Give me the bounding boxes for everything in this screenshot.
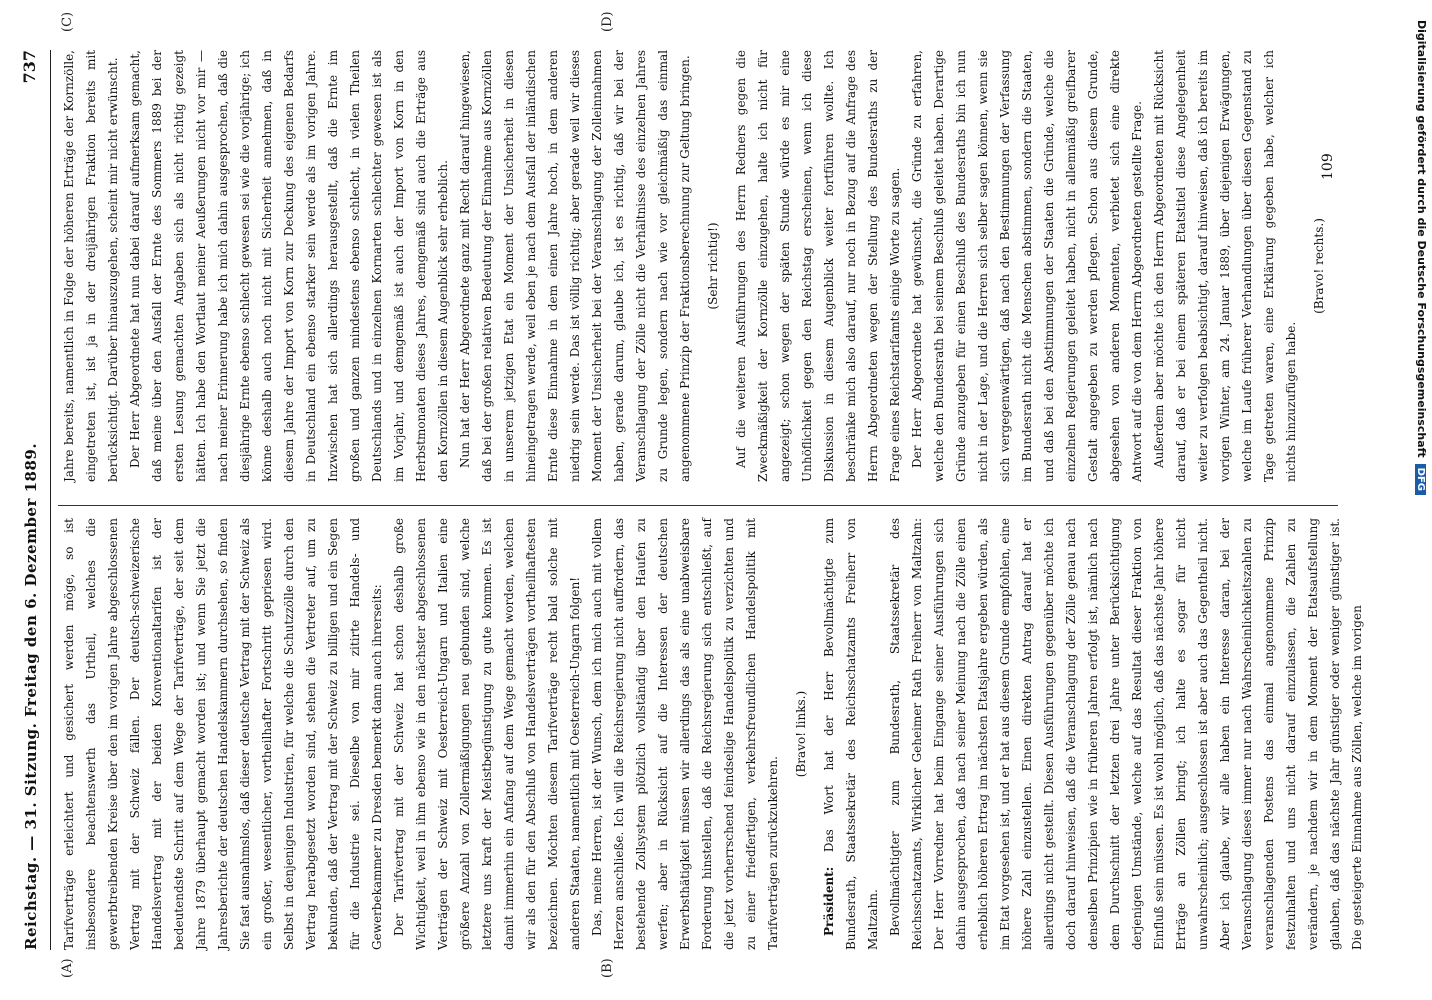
right-column [58, 50, 1348, 482]
paragraph-text: Das Wort hat der Herr Bevollmächtigte zum Bundesrath, Staatssekretär des Reichsschatzamts Freiherr von Maltzahn. [822, 518, 880, 950]
speaker-label: Präsident: [822, 866, 836, 936]
applause-note: (Bravo! links.) [794, 690, 808, 778]
dfg-sidebar [1404, 20, 1428, 980]
running-header [18, 50, 48, 950]
paragraph: Tarifverträge erleichtert und gesichert werden möge, so ist insbesondere beachtenswerth das Urtheil, welches die gewerbtreibenden Kreise über den im vorigen Jahre abgeschlossenen Vertrag mit der Schweiz fällen. Der deutsch-schweizerische Handelsvertrag mit der beiden Konventionaltarifen ist der bedeutendste Schritt auf dem Wege der Tarifverträge, der seit dem Jahre 1879 überhaupt gemacht worden ist; und wenn Sie jetzt die Jahresberichte der deutschen Handelskammern durchsehen, so finden Sie fast ausnahmslos, daß dieser deutsche Vertrag mit der Schweiz als ein großer, wesentlicher, vortheilhafter Fortschritt gepriesen wird. Selbst in denjenigen Industrien, für welche die Schutzzölle durch den Vertrag herabgesetzt worden sind, stehen die Vertreter auf, um zu bekunden, daß der Vertrag mit der Schweiz zu billigen und ein Segen für die Industrie sei. Dieselbe von mir zitirte Handels- und Gewerbekammer zu Dresden bemerkt dann auch ihrerseits: [62, 518, 384, 950]
paragraph [818, 518, 884, 950]
paragraph: Das, meine Herren, ist der Wunsch, dem ich mich auch mit vollem Herzen anschließe. Ich will die Reichsregierung nicht auffordern, das bestehende Zollsystem plötzlich vollständig über den Haufen zu werfen; aber in Rücksicht auf die Interessen der deutschen Erwerbsthätigkeit müssen wir allerdings das als eine unabweisbare Forderung hinstellen, daß die Reichsregierung sich entschließt, auf die jetzt vorherrschend feindselige Handelspolitik zu verzichten und zu einer friedfertigen, verkehrsfreundlichen Handelspolitik mit Tarifverträgen zurückzukehren. [590, 518, 780, 950]
paragraph: Bevollmächtigter zum Bundesrath, Staatssekretär des Reichsschatzamts, Wirklicher Geheimer Rath Freiherr von Maltzahn: Der Herr Vorredner hat beim Eingange seiner Ausführungen sich dahin ausgesprochen, daß nach seiner Meinung nach die Zölle einen erheblich höheren Ertrag im nächsten Etatsjahre ergeben würden, als im Etat vorgesehen ist, und er hat aus diesem Grunde empfohlen, eine höhere Zahl einzustellen. Einen direkten Antrag darauf hat er allerdings nicht gestellt. Diesen Ausführungen gegenüber möchte ich doch darauf hinweisen, daß die Veranschlagung der Zölle genau nach denselben Prinzipien wie in früheren Jahren erfolgt ist, nämlich nach dem Durchschnitt der letzten drei Jahre unter Berücksichtigung derjenigen Umstände, welche auf das Resultat dieser Fraktion von Einfluß sein müssen. Es ist wohl möglich, daß das nächste Jahr höhere Erträge an Zöllen bringt; ich halte es sogar für nicht unwahrscheinlich; ausgeschlossen ist aber auch das Gegentheil nicht. Aber ich glaube, wir alle haben ein Interesse daran, bei der Veranschlagung dieses immer nur nach Wahrscheinlichkeitszahlen zu veranschlagenden Postens das einmal angenommene Prinzip festzuhalten und uns nicht darauf einzulassen, die Zahlen zu verändern, je nachdem wir in dem Moment der Etatsaufstellung glauben, daß das nächste Jahr günstiger oder weniger günstiger ist. Die gesteigerte Einnahme aus Zöllen, welche im vorigen [888, 518, 1364, 950]
margin-marker-b: (B) [600, 958, 615, 978]
applause-note: (Bravo! rechts.) [1312, 218, 1326, 314]
paragraph: Jahre bereits, namentlich in Folge der höheren Erträge der Kornzölle, eingetreten ist, ist ja in der dreijährigen Fraktion bereits mit berücksichtigt. Darüber hinauszugehen, scheint mir nicht erwünscht. [62, 50, 120, 482]
applause-note: (Sehr richtig!) [706, 222, 720, 310]
margin-marker-d: (D) [600, 11, 615, 32]
header-title: Reichstag. — 31. Sitzung. Freitag den 6. Dezember 1889. [22, 442, 40, 950]
paragraph: Auf die weiteren Ausführungen des Herrn Redners gegen die Zweckmäßigkeit der Kornzölle einzugehen, halte ich nicht für angezeigt; schon wegen der späten Stunde würde es mir eine Unhöflichkeit gegen den Reichstag erscheinen, wenn ich diese Diskussion in diesem Augenblick weiter fortführen wollte. Ich beschränke mich also darauf, nur noch in Bezug auf die Anfrage des Herrn Abgeordneten wegen der Stellung des Bundesraths zu der Frage eines Reichstarifamts einige Worte zu sagen. [734, 50, 902, 482]
header-rule [50, 50, 51, 950]
paragraph: Der Tarifvertrag mit der Schweiz hat schon deshalb große Wichtigkeit, weil in ihm ebenso wie in den nächster abgeschlossenen Verträgen der Schweiz mit Oesterreich-Ungarn und Italien eine größere Anzahl von Zollermäßigungen neu gebunden sind, welche letztere uns kraft der Meistbegünstigung zu gute kommen. Es ist damit immerhin ein Anfang auf dem Wege gemacht worden, welchen wir als den für den Abschluß von Handelsverträgen vortheilhaftesten bezeichnen. Möchten diesem Tarifverträge recht bald solche mit anderen Staaten, namentlich mit Oesterreich-Ungarn folgen! [392, 518, 582, 950]
margin-marker-a: (A) [60, 958, 75, 978]
paragraph: Der Herr Abgeordnete hat nun dabei darauf aufmerksam gemacht, daß meine über den Ausfall der Ernte des Sommers 1889 bei der ersten Lesung gemachten Angaben sich als nicht richtig gezeigt hätten. Ich habe den Wortlaut meiner Aeußerungen nicht vor mir — nach meiner Erinnerung habe ich mich dahin ausgesprochen, daß die diesjährige Ernte ebenso schlecht gewesen sei wie die vorjährige; ich könne deshalb auch noch nicht mit Sicherheit annehmen, daß in diesem Jahre der Import von Korn zur Deckung des eigenen Bedarfs in Deutschland ein ebenso starker sein werde als im vorigen Jahre. Inzwischen hat sich allerdings herausgestellt, daß die Ernte im großen und ganzen mindestens ebenso schlecht, in vielen Theilen Deutschlands und in einzelnen Kornarten schlechter gewesen ist als im Vorjahr, und demgemäß ist auch der Import von Korn in den Herbstmonaten dieses Jahres, demgemäß sind auch die Erträge aus den Kornzöllen in diesem Augenblick sehr erheblich. [128, 50, 450, 482]
column-rule [58, 505, 1338, 506]
dfg-logo: DFG [1415, 464, 1426, 495]
page-number: 737 [20, 50, 39, 84]
paragraph: Nun hat der Herr Abgeordnete ganz mit Recht darauf hingewiesen, daß bei der großen relativen Bedeutung der Einnahme aus Kornzöllen in unserem jetzigen Etat ein Moment der Unsicherheit in diesen hineingetragen werde, weil eben je nach dem Ausfall der inländischen Ernte diese Einnahme in dem einen Jahre hoch, in dem anderen niedrig sein werde. Das ist völlig richtig; aber gerade weil wir dieses Moment der Unsicherheit bei der Veranschlagung der Zolleinnahmen haben, gerade darum, glaube ich, ist es richtig, daß wir bei der Veranschlagung der Zölle nicht die Verhältnisse des einzelnen Jahres zu Grunde legen, sondern nach wie vor gleichmäßig das einmal angenommene Prinzip der Fraktionsberechnung zur Geltung bringen. [458, 50, 692, 482]
margin-marker-c: (C) [60, 11, 75, 32]
footer-page-number: 109 [1320, 153, 1336, 180]
paragraph: Außerdem aber möchte ich den Herrn Abgeordneten mit Rücksicht darauf, daß er bei einem späteren Etatstitel diese Angelegenheit weiter zu verfolgen beabsichtigt, darauf hinweisen, daß ich bereits im vorigen Winter, am 24. Januar 1889, über diejenigen Erwägungen, welche im Laufe früherer Verhandlungen über diesen Gegenstand zu Tage getreten waren, eine Erklärung gegeben habe, welcher ich nichts hinzuzufügen habe. [1152, 50, 1298, 482]
dfg-credit-text: Digitalisierung gefördert durch die Deutsche Forschungsgemeinschaft [1415, 20, 1428, 458]
left-column [58, 518, 1364, 950]
paragraph: Der Herr Abgeordnete hat gewünscht, die Gründe zu erfahren, welche den Bundesrath bei seinem Beschluß geleitet haben. Derartige Gründe anzugeben für einen Beschluß des Bundesraths bin ich nun nicht in der Lage, und die Herren sich selber sagen können, wenn sie sich vergegenwärtigen, daß nach den Bestimmungen der Verfassung im Bundesrath nicht die Menschen abstimmen, sondern die Staaten, und daß bei den Abstimmungen der Staaten die Gründe, welche die einzelnen Regierungen geleitet haben, nicht in allemnäßig greifbarer Gestalt angegeben zu werden pflegen. Schon aus diesem Grunde, abgesehen von anderen Momenten, verbietet sich eine direkte Antwort auf die von dem Herrn Abgeordneten gestellte Frage. [910, 50, 1144, 482]
